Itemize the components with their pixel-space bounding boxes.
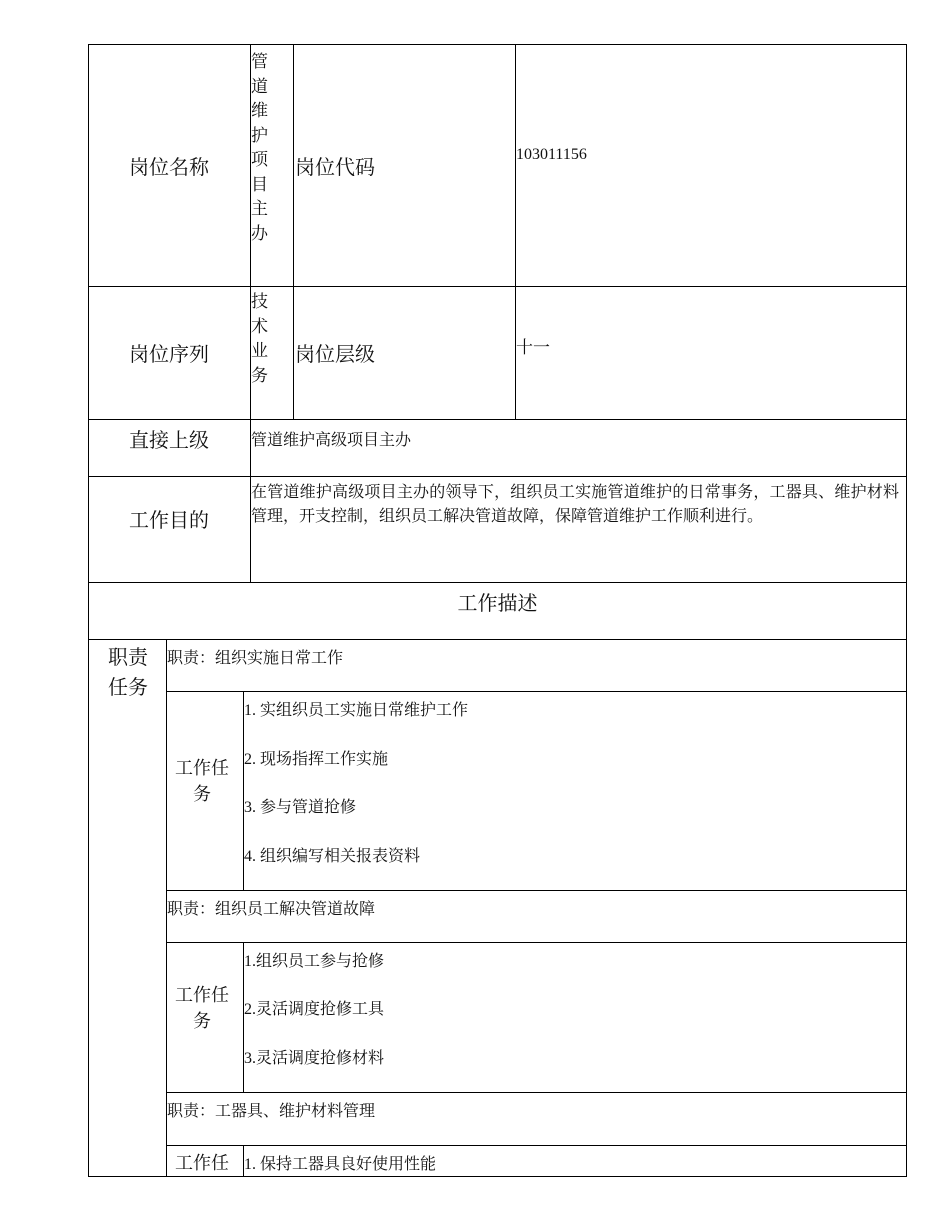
task-item: 2.灵活调度抢修工具 (244, 1001, 385, 1018)
row-divider (166, 942, 907, 943)
task-item: 3.灵活调度抢修材料 (244, 1050, 385, 1067)
post-name-label: 岗位名称 (129, 156, 209, 179)
task-item: 1.组织员工参与抢修 (244, 953, 385, 970)
purpose-label: 工作目的 (129, 510, 209, 532)
duty-task-label: 职责任务 (108, 647, 148, 699)
task-label: 工作任务 (175, 985, 229, 1031)
task-label: 工作任务 (175, 758, 229, 804)
duty-title: 职责：工器具、维护材料管理 (167, 1103, 376, 1120)
post-level-value: 十一 (516, 338, 550, 357)
row-divider (166, 691, 907, 692)
row-divider (166, 1092, 907, 1093)
duty-title: 职责：组织实施日常工作 (167, 650, 344, 667)
duty-title: 职责：组织员工解决管道故障 (167, 901, 376, 918)
task-label: 工作任 (175, 1153, 229, 1173)
superior-label: 直接上级 (129, 429, 209, 452)
post-name-value: 管道维护项目主办 (251, 52, 268, 243)
task-item: 3. 参与管道抢修 (244, 799, 357, 816)
row-divider (166, 890, 907, 891)
row-divider (166, 1145, 907, 1146)
post-code-label: 岗位代码 (295, 156, 375, 179)
section-title: 工作描述 (457, 592, 538, 615)
task-item: 1. 实组织员工实施日常维护工作 (244, 702, 469, 719)
superior-value: 管道维护高级项目主办 (251, 432, 412, 449)
post-code-value: 103011156 (516, 146, 587, 163)
post-series-value: 技术业务 (251, 292, 268, 385)
purpose-value: 在管道维护高级项目主办的领导下，组织员工实施管道维护的日常事务，工器具、维护材料管理，开支控制，组织员工解决管道故障，保障管道维护工作顺利进行。 (251, 484, 899, 525)
task-item: 2. 现场指挥工作实施 (244, 751, 389, 768)
post-level-label: 岗位层级 (295, 344, 375, 366)
post-series-label: 岗位序列 (129, 344, 209, 366)
task-item: 1. 保持工器具良好使用性能 (244, 1156, 437, 1173)
task-item: 4. 组织编写相关报表资料 (244, 848, 421, 865)
row-divider (88, 639, 907, 640)
col-divider (515, 44, 516, 419)
